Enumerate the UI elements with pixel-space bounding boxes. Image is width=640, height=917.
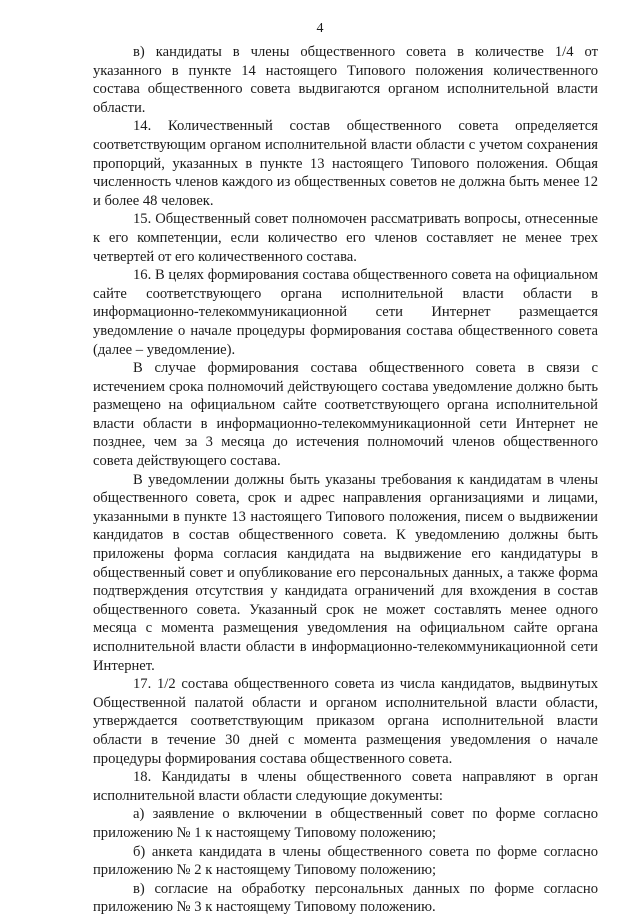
paragraph-14-composition: 14. Количественный состав общественного совета определяется соответствующим органом исполнительной власти области с учетом сохранения пропорций, указанных в пункте 13 настоящего Типового положения. Общая численность членов каждого из общественных советов не должна быть менее 12 и более 48 человек. bbox=[93, 118, 598, 209]
paragraph-16-notification: 16. В целях формирования состава общественного совета на официальном сайте соответствующего органа исполнительной власти области в информационно-телекоммуникационной сети Интернет размещается уведомление о начале процедуры формирования состава общественного совета (далее – уведомление). bbox=[93, 267, 598, 358]
paragraph-18-documents: 18. Кандидаты в члены общественного совета направляют в орган исполнительной власти области следующие документы: bbox=[93, 769, 598, 804]
paragraph-3v-candidates: в) кандидаты в члены общественного совета в количестве 1/4 от указанного в пункте 14 настоящего Типового положения количественного состава общественного совета выдвигаются органом исполнительной власти области. bbox=[93, 44, 598, 116]
document-body bbox=[93, 43, 598, 917]
page-number: 4 bbox=[316, 21, 324, 36]
paragraph-17-approval: 17. 1/2 состава общественного совета из числа кандидатов, выдвинутых Общественной палатой области и органом исполнительной власти области, утверждается соответствующим приказом органа исполнительной власти области в течение 30 дней с момента размещения уведомления о начале процедуры формирования состава общественного совета. bbox=[93, 676, 598, 767]
paragraph-16-term-expiry: В случае формирования состава общественного совета в связи с истечением срока полномочий действующего состава уведомление должно быть размещено на официальном сайте соответствующего органа исполнительной власти области в информационно-телекоммуникационной сети Интернет не позднее, чем за 3 месяца до истечения полномочий членов общественного совета действующего состава. bbox=[93, 360, 598, 470]
paragraph-16-requirements: В уведомлении должны быть указаны требования к кандидатам в члены общественного совета, срок и адрес направления организациями и лицами, указанными в пункте 13 настоящего Типового положения, писем о выдвижении кандидатов в состав общественного совета. К уведомлению должны быть приложены форма согласия кандидата на выдвижение его кандидатуры в общественный совет и опубликование его персональных данных, а также форма подтверждения отсутствия у кандидата ограничений для вхождения в состав общественного совета. Указанный срок не может составлять менее одного месяца с момента размещения уведомления на официальном сайте органа исполнительной власти области в информационно-телекоммуникационной сети Интернет. bbox=[93, 471, 598, 674]
paragraph-15-quorum: 15. Общественный совет полномочен рассматривать вопросы, отнесенные к его компетенции, если количество его членов составляет не менее трех четвертей от его количественного состава. bbox=[93, 211, 598, 265]
paragraph-18v-consent: в) согласие на обработку персональных данных по форме согласно приложению № 3 к настоящему Типовому положению. bbox=[93, 880, 598, 916]
paragraph-18b-questionnaire: б) анкета кандидата в члены общественного совета по форме согласно приложению № 2 к настоящему Типовому положению; bbox=[93, 843, 598, 879]
paragraph-18a-application: а) заявление о включении в общественный совет по форме согласно приложению № 1 к настоящему Типовому положению; bbox=[93, 806, 598, 841]
